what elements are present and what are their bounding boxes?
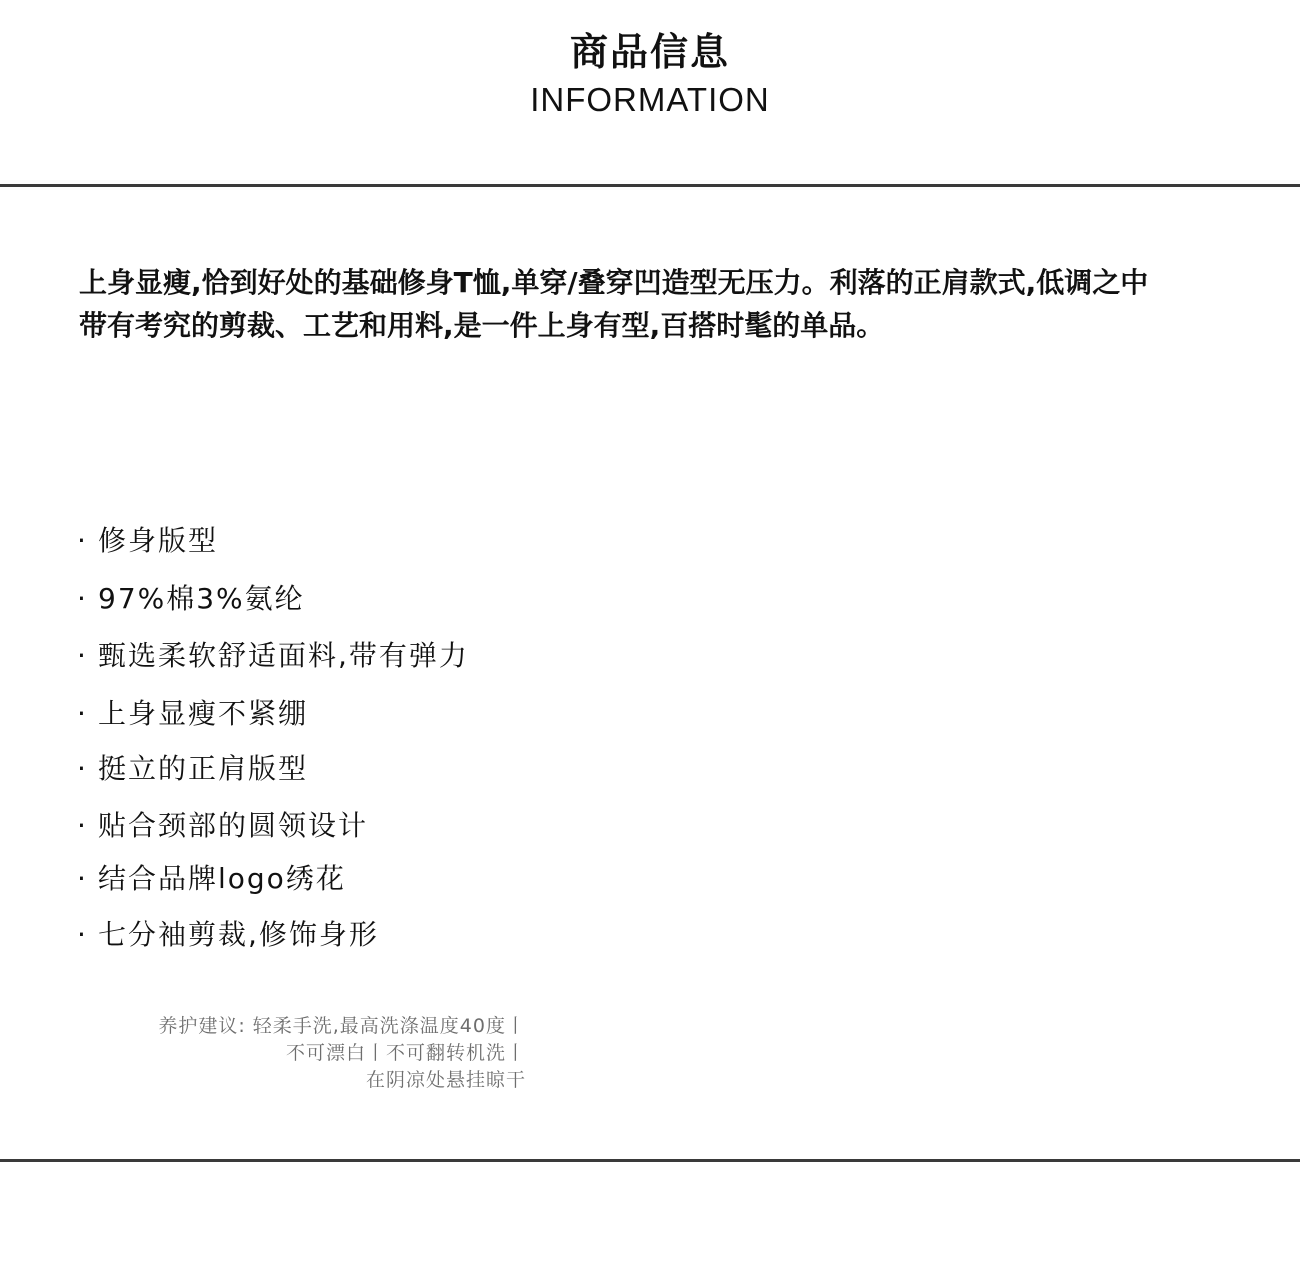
bullet-icon: ·	[77, 809, 88, 842]
bullet-icon: ·	[77, 524, 88, 557]
feature-item	[77, 806, 368, 846]
care-instructions-line: 养护建议: 轻柔手洗,最高洗涤温度40度丨	[158, 1015, 526, 1037]
feature-item	[77, 579, 305, 619]
bullet-icon: ·	[77, 582, 88, 615]
product-description	[79, 261, 1269, 347]
description-line: 上身显瘦,恰到好处的基础修身T恤,单穿/叠穿凹造型无压力。利落的正肩款式,低调之中	[79, 266, 1149, 299]
bullet-icon: ·	[77, 639, 88, 672]
feature-text: 上身显瘦不紧绷	[98, 697, 309, 730]
care-instructions-line: 在阴凉处悬挂晾干	[365, 1069, 526, 1091]
bottom-divider	[0, 1159, 1300, 1162]
feature-item	[77, 521, 218, 561]
feature-item	[77, 749, 308, 789]
page-title: 商品信息	[569, 30, 730, 74]
feature-text: 97%棉3%氨纶	[98, 582, 305, 615]
feature-text: 修身版型	[98, 524, 219, 557]
feature-item	[77, 859, 346, 899]
feature-text: 七分袖剪裁,修饰身形	[98, 918, 379, 951]
feature-item	[77, 636, 469, 676]
feature-text: 结合品牌logo绣花	[98, 862, 346, 895]
feature-text: 甄选柔软舒适面料,带有弹力	[98, 639, 469, 672]
bullet-icon: ·	[77, 862, 88, 895]
page-subtitle: INFORMATION	[530, 81, 770, 118]
care-instructions-line: 不可漂白丨不可翻转机洗丨	[285, 1042, 526, 1064]
feature-item	[77, 915, 379, 955]
feature-text: 贴合颈部的圆领设计	[98, 809, 369, 842]
bullet-icon: ·	[77, 697, 88, 730]
bullet-icon: ·	[77, 918, 88, 951]
feature-item	[77, 694, 308, 734]
bullet-icon: ·	[77, 752, 88, 785]
top-divider	[0, 184, 1300, 187]
description-line: 带有考究的剪裁、工艺和用料,是一件上身有型,百搭时髦的单品。	[79, 309, 885, 342]
feature-text: 挺立的正肩版型	[98, 752, 309, 785]
